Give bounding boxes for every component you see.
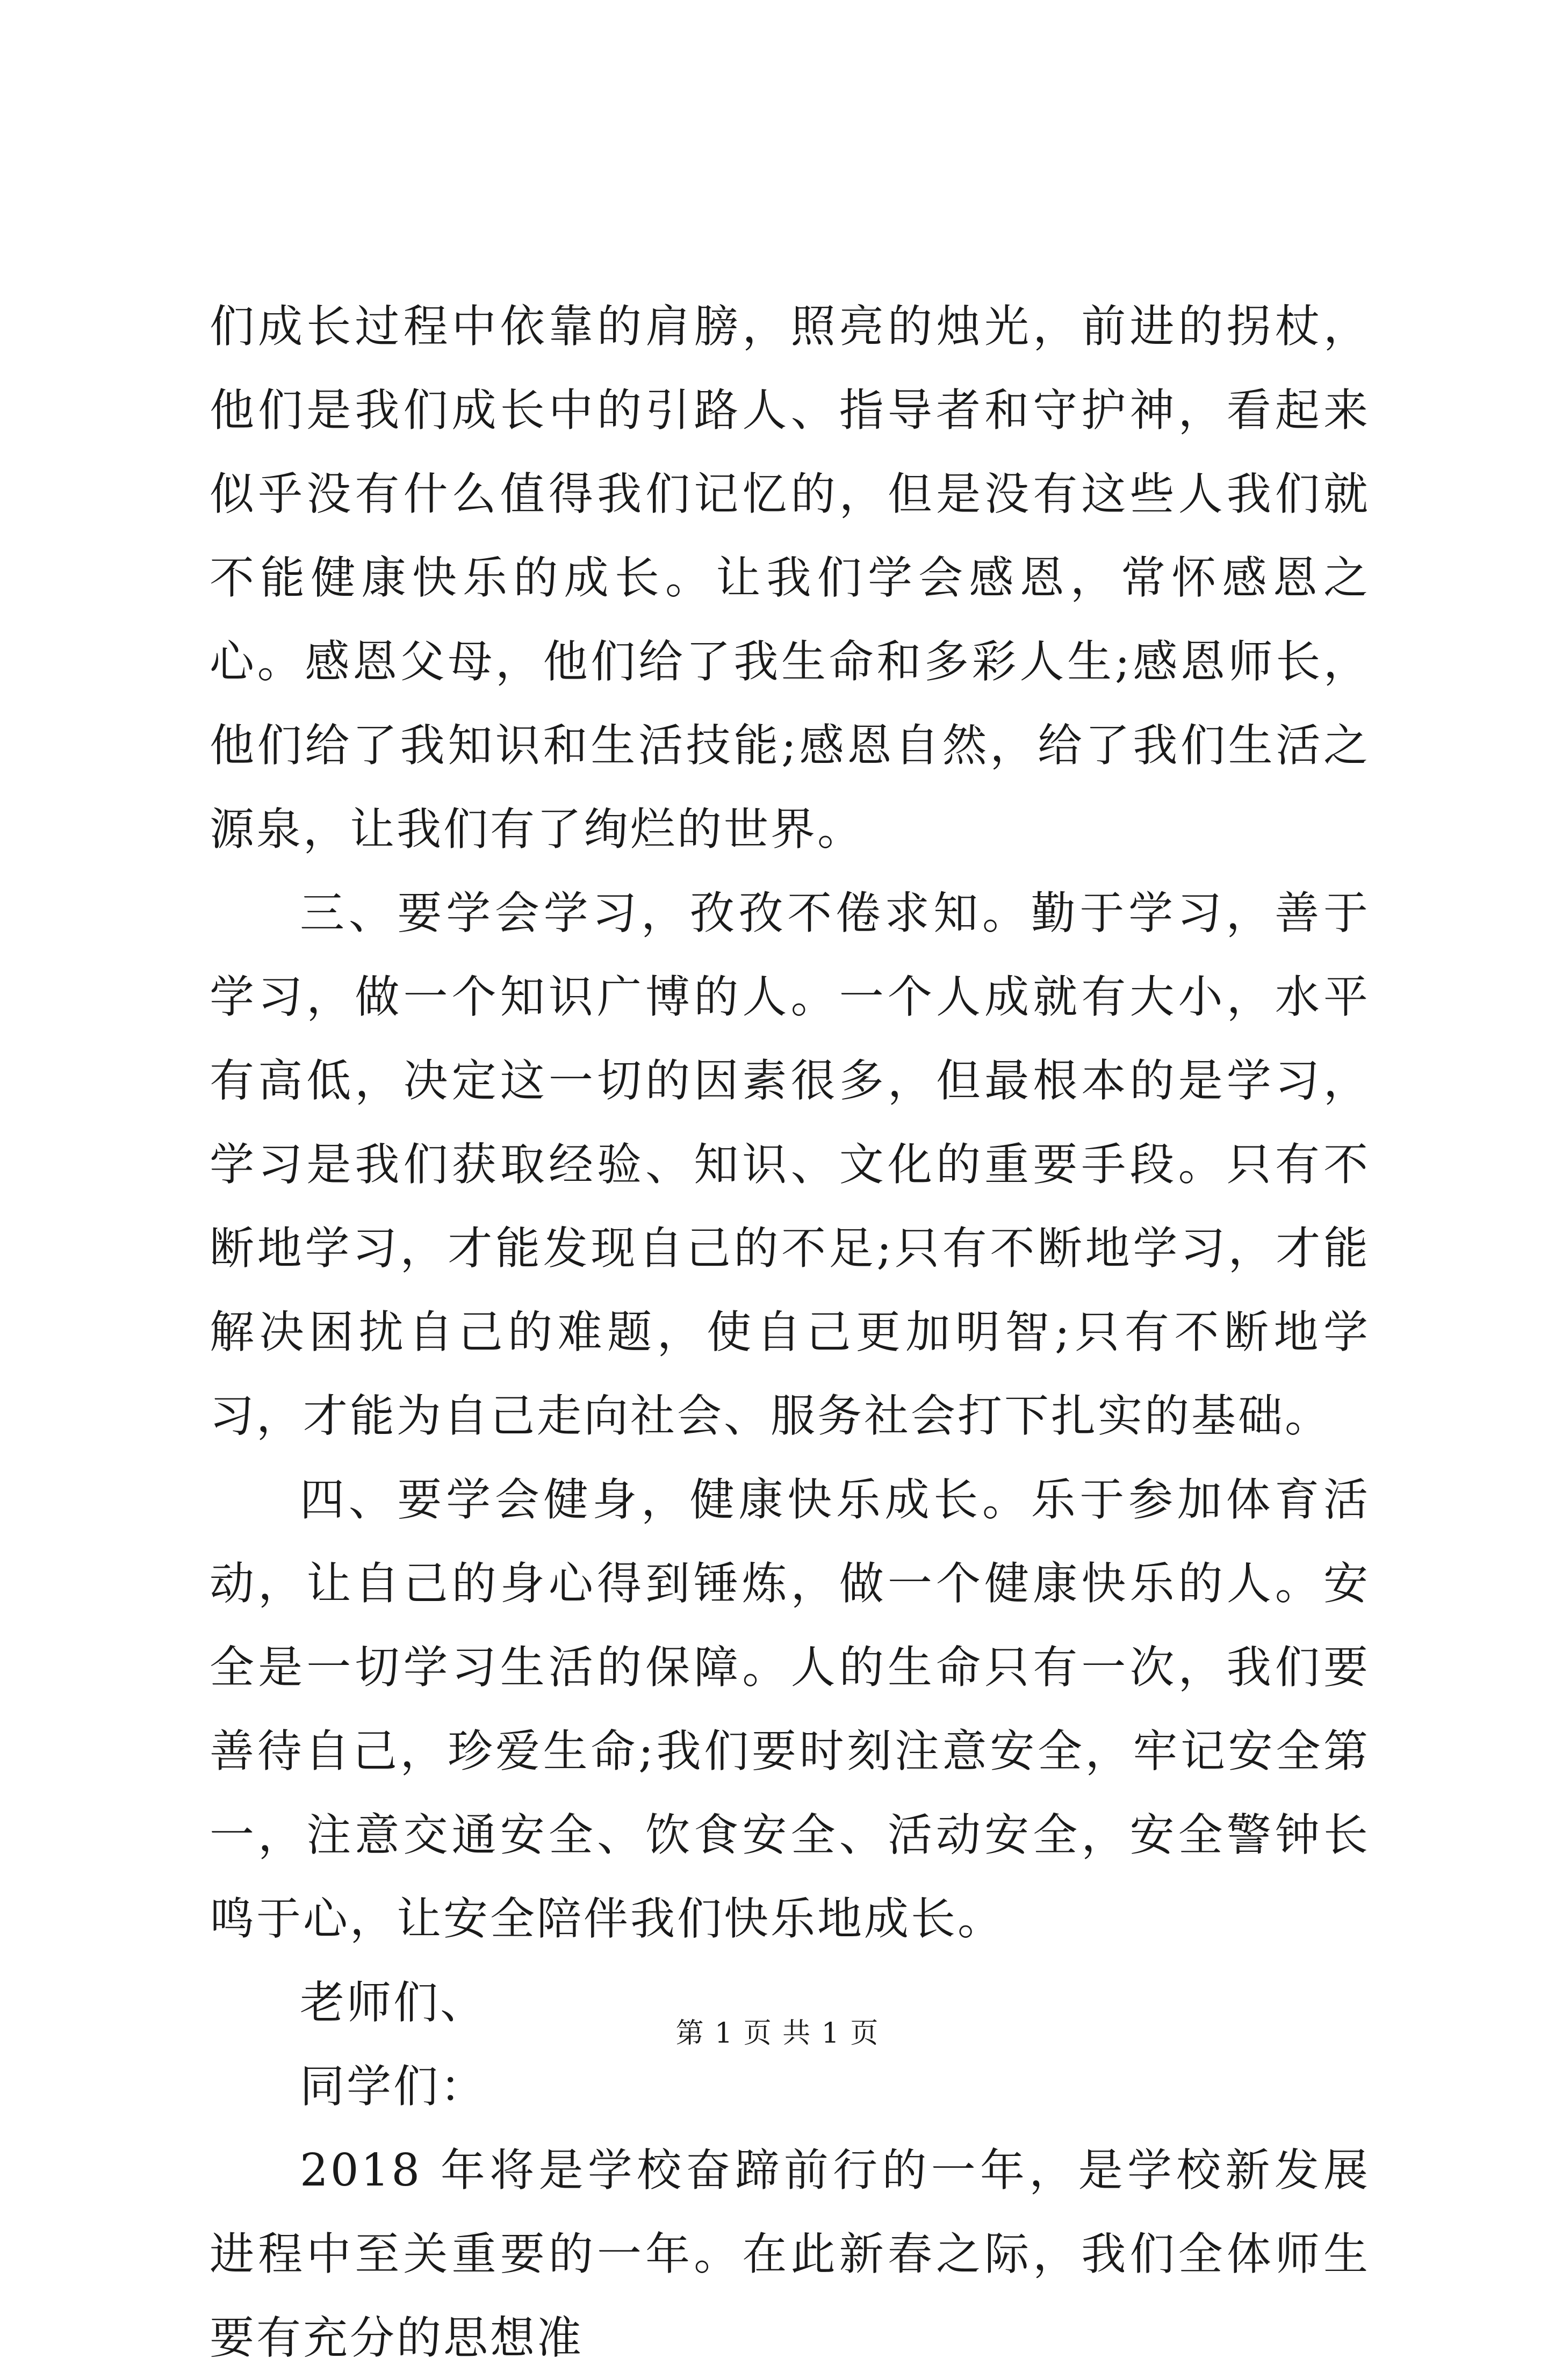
paragraph-new-year: 2018 年将是学校奋蹄前行的一年，是学校新发展进程中至关重要的一年。在此新春之际，我们全体师生要有充分的思想准 (210, 2144, 1370, 2364)
paragraph-fitness: 四、要学会健身，健康快乐成长。乐于参加体育活动，让自己的身心得到锤炼，做一个健康快乐的人。安全是一切学习生活的保障。人的生命只有一次，我们要善待自己，珍爱生命;我们要时刻注意安全，牢记安全第一，注意交通安全、饮食安全、活动安全，安全警钟长鸣于心，让安全陪伴我们快乐地成长。 (210, 1474, 1370, 1945)
paragraph-learning: 三、要学会学习，孜孜不倦求知。勤于学习，善于学习，做一个知识广博的人。一个人成就有大小，水平有高低，决定这一切的因素很多，但最根本的是学习，学习是我们获取经验、知识、文化的重要手段。只有不断地学习，才能发现自己的不足;只有不断地学习，才能解决困扰自己的难题，使自己更加明智;只有不断地学习，才能为自己走向社会、服务社会打下扎实的基础。 (210, 887, 1370, 1442)
salutation-teachers: 老师们、 (300, 1977, 487, 2029)
salutation-students: 同学们： (300, 2060, 487, 2112)
document-body (210, 285, 1370, 2380)
paragraph-gratitude: 们成长过程中依靠的肩膀，照亮的烛光，前进的拐杖，他们是我们成长中的引路人、指导者和守护神，看起来似乎没有什么值得我们记忆的，但是没有这些人我们就不能健康快乐的成长。让我们学会感恩，常怀感恩之心。感恩父母，他们给了我生命和多彩人生;感恩师长，他们给了我知识和生活技能;感恩自然，给了我们生活之源泉，让我们有了绚烂的世界。 (210, 300, 1370, 855)
page-number-footer: 第 1 页 共 1 页 (675, 2017, 880, 2050)
